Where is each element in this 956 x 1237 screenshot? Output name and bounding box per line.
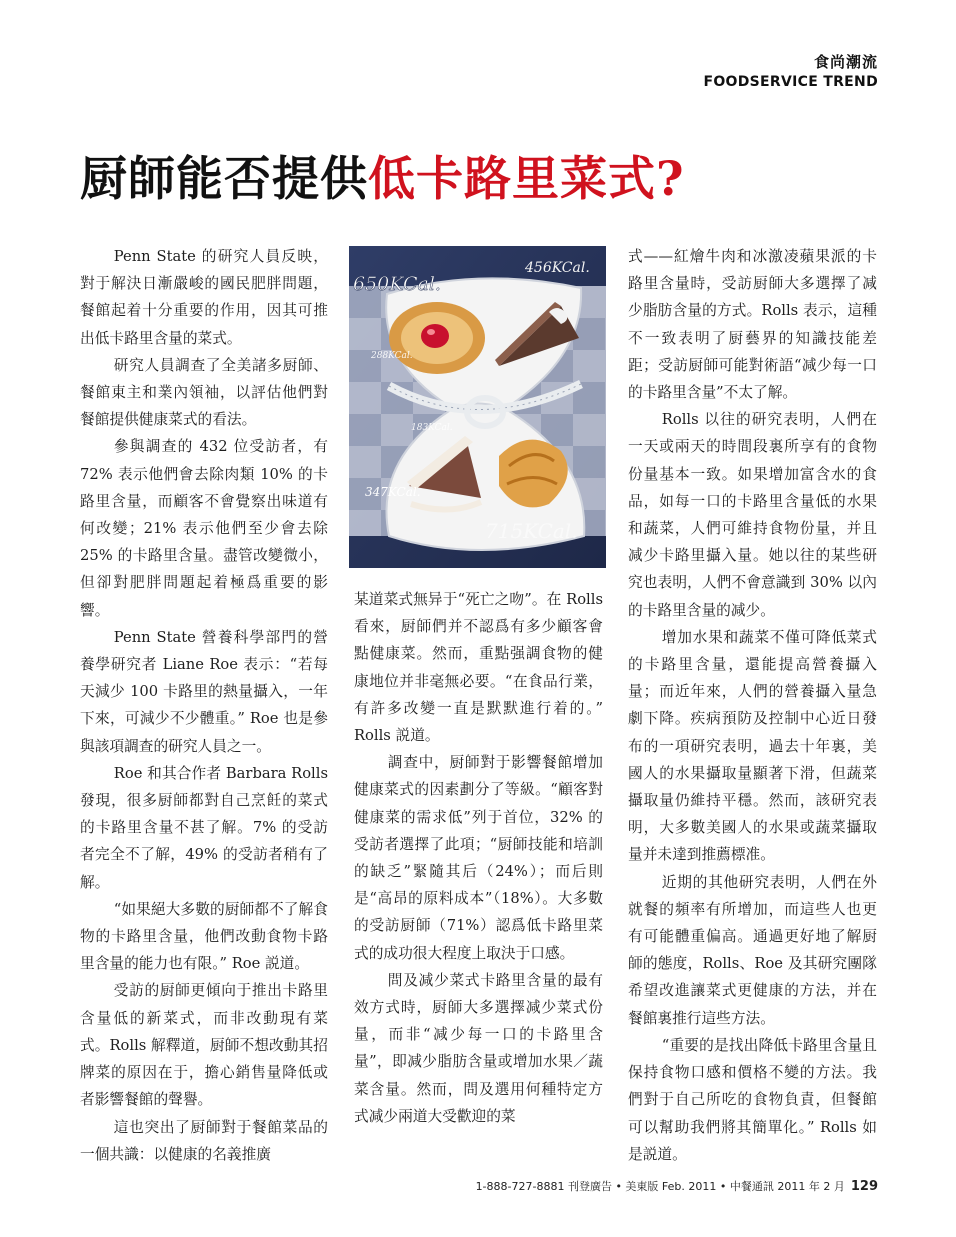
paragraph: 參與調查的 432 位受訪者，有 72% 表示他們會去除肉類 10% 的卡路里含量，而顧客不會覺察出味道有何改變；21% 表示他們至少會去除 25% 的卡路里含量。盡管改變微小，但卻對肥胖問題起着極爲重要的影響。 [80, 438, 328, 619]
food-illustration-svg [349, 246, 606, 568]
section-name-en: FOODSERVICE TREND [703, 74, 878, 90]
paragraph: 受訪的厨師更傾向于推出卡路里含量低的新菜式，而非改動現有菜式。Rolls 解釋道，厨師不想改動其招牌菜的原因在于，擔心銷售量降低或者影響餐館的聲譽。 [80, 982, 328, 1109]
calorie-label: 715KCal. [485, 519, 578, 543]
danish-pastry-icon [389, 302, 485, 374]
paragraph: Penn State 的研究人員反映，對于解決日漸嚴峻的國民肥胖問題，餐館起着十分重要的作用，因其可推出低卡路里含量的菜式。 [80, 248, 328, 347]
section-header [703, 52, 878, 92]
calorie-label: 650KCal. [353, 273, 441, 295]
article-column-1 [80, 243, 328, 1168]
paragraph-continued: 式——紅燴牛肉和冰激凌蘋果派的卡路里含量時，受訪厨師大多選擇了减少脂肪含量的方式。Rolls 表示，這種不一致表明了厨藝界的知識技能差距；受訪厨師可能對術語“减少每一口的卡路里含量”不太了解。 [628, 248, 877, 402]
page-number: 129 [850, 1179, 878, 1194]
footer-text: 1-888-727-8881 刊登廣告 • 美東版 Feb. 2011 • 中餐通訊 2011 年 2 月 [475, 1180, 845, 1193]
paragraph: 問及减少菜式卡路里含量的最有效方式時，厨師大多選擇减少菜式份量，而非“减少每一口的卡路里含量”，即减少脂肪含量或增加水果／蔬菜含量。然而，問及選用何種特定方式减少兩道大受歡迎的菜 [354, 971, 603, 1125]
calorie-label: 456KCal. [525, 260, 590, 276]
calorie-label: 347KCal. [365, 485, 421, 499]
paragraph-continued: 某道菜式無异于“死亡之吻”。在 Rolls 看來，厨師們并不認爲有多少顧客會點健康菜。然而，重點强調食物的健康地位并非毫無必要。“在食品行業，有許多改變一直是默默進行着的。” Rolls 説道。 [354, 591, 603, 745]
paragraph: Rolls 以往的研究表明，人們在一天或兩天的時間段裏所享有的食物份量基本一致。如果增加富含水的食品，如每一口的卡路里含量低的水果和蔬菜，人們可維持食物份量，并且减少卡路里攝入量。她以往的某些研究也表明，人們不會意識到 30% 以內的卡路里含量的减少。 [628, 411, 877, 619]
paragraph: 研究人員調查了全美諸多厨師、餐館東主和業內領袖，以評估他們對餐館提供健康菜式的看法。 [80, 356, 328, 429]
calorie-label: 288KCal. [371, 351, 413, 361]
paragraph: “重要的是找出降低卡路里含量且保持食物口感和價格不變的方法。我們對于自己所吃的食物負責，但餐館可以幫助我們將其簡單化。” Rolls 如是説道。 [628, 1036, 877, 1163]
paragraph: 近期的其他研究表明，人們在外就餐的頻率有所增加，而這些人也更有可能體重偏高。通過更好地了解厨師的態度，Rolls、Roe 及其研究團隊希望改進讓菜式更健康的方法，并在餐館裏推行這些方法。 [628, 873, 877, 1027]
paragraph: “如果絕大多數的厨師都不了解食物的卡路里含量，他們改動食物卡路里含量的能力也有限。” Roe 説道。 [80, 900, 328, 973]
article-column-3 [628, 243, 877, 1168]
paragraph: 調查中，厨師對于影響餐館增加健康菜式的因素劃分了等級。“顧客對健康菜的需求低”列于首位，32% 的受訪者選擇了此項；“厨師技能和培訓的缺乏”緊隨其后（24%）；而后則是“高昂的原料成本”（18%）。大多數的受訪厨師（71%）認爲低卡路里菜式的成功很大程度上取決于口感。 [354, 754, 603, 962]
calorie-food-illustration [349, 246, 606, 568]
section-name-zh: 食尚潮流 [813, 53, 878, 71]
calorie-label: 183KCal. [411, 423, 453, 433]
title-part-red: 低卡路里菜式? [368, 152, 685, 207]
article-title [80, 140, 880, 220]
paragraph: 這也突出了厨師對于餐館菜品的一個共識：以健康的名義推廣 [80, 1118, 328, 1163]
page-footer [476, 1178, 878, 1194]
paragraph: Roe 和其合作者 Barbara Rolls 發現，很多厨師都對自己烹飪的菜式的卡路里含量不甚了解。7% 的受訪者完全不了解，49% 的受訪者稍有了解。 [80, 764, 328, 891]
title-part-black: 厨師能否提供 [80, 152, 368, 207]
paragraph: 增加水果和蔬菜不僅可降低菜式的卡路里含量，還能提高營養攝入量；而近年來，人們的營養攝入量急劇下降。疾病預防及控制中心近日發布的一項研究表明，過去十年裏，美國人的水果攝取量顯著下滑，但蔬菜攝取量仍維持平穩。然而，該研究表明，大多數美國人的水果或蔬菜攝取量并未達到推薦標准。 [628, 628, 877, 864]
article-column-2 [354, 586, 603, 1130]
paragraph: Penn State 營養科學部門的營養學研究者 Liane Roe 表示：“若每天減少 100 卡路里的熱量攝入，一年下來，可減少不少體重。” Roe 也是參與該項調查的研究人員之一。 [80, 628, 328, 755]
